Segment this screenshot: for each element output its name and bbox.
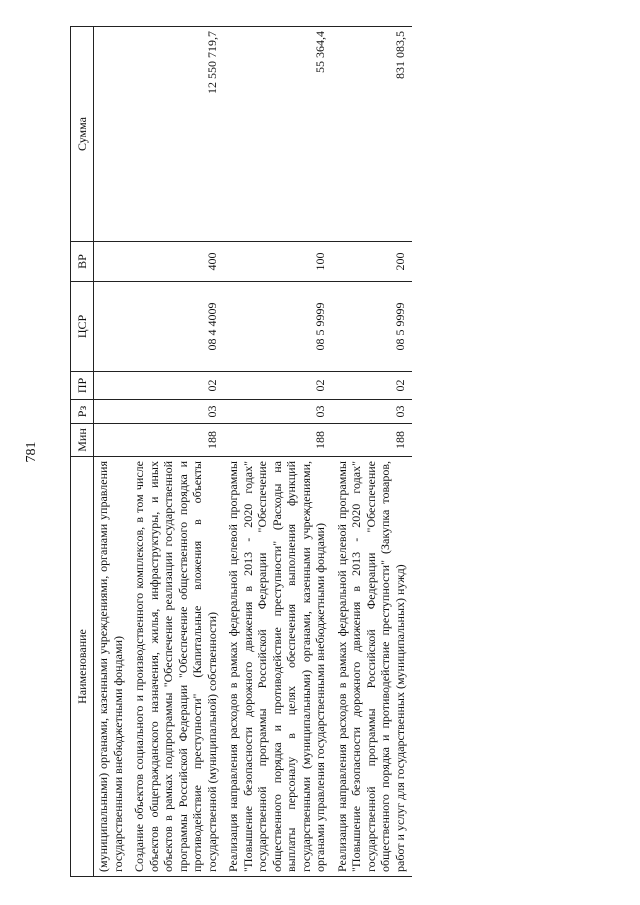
- cell-name: (муниципальными) органами, казенными учреждениями, органами управления государственными внебюджетными фондами): [94, 457, 131, 877]
- cell-rz: 03: [130, 400, 224, 424]
- cell-csr: [94, 282, 131, 372]
- cell-csr: 08 4 4009: [130, 282, 224, 372]
- cell-name: Реализация направления расходов в рамках федеральной целевой программы "Повышение безопасности дорожного движения в 2013 - 2020 годах" государственной программы Российской Федерации "Обеспечение общественного порядка и противодействие преступности" (Закупка товаров, работ и услуг для государственных (муниципальных) нужд): [333, 457, 413, 877]
- cell-pr: 02: [224, 372, 333, 400]
- table-row: [94, 27, 131, 877]
- cell-min: 188: [333, 424, 413, 457]
- cell-min: [94, 424, 131, 457]
- cell-vr: 100: [224, 242, 333, 282]
- column-header-rz: Рз: [71, 400, 94, 424]
- cell-sum: 831 083,5: [333, 27, 413, 242]
- cell-csr: 08 5 9999: [333, 282, 413, 372]
- column-header-name: Наименование: [71, 457, 94, 877]
- cell-pr: 02: [333, 372, 413, 400]
- budget-table: [70, 26, 412, 877]
- cell-rz: 03: [333, 400, 413, 424]
- table-row: [224, 27, 333, 877]
- cell-min: 188: [224, 424, 333, 457]
- table-header-row: [71, 27, 94, 877]
- cell-min: 188: [130, 424, 224, 457]
- cell-rz: [94, 400, 131, 424]
- cell-sum: 55 364,4: [224, 27, 333, 242]
- cell-name: Создание объектов социального и производственного комплексов, в том числе объектов общегражданского назначения, жилья, инфраструктуры, и иных объектов в рамках подпрограммы "Обеспечение реализации государственной программы Российской Федерации "Обеспечение общественного порядка и противодействие преступности" (Капитальные вложения в объекты государственной (муниципальной) собственности): [130, 457, 224, 877]
- cell-csr: 08 5 9999: [224, 282, 333, 372]
- column-header-csr: ЦСР: [71, 282, 94, 372]
- cell-sum: 12 550 719,7: [130, 27, 224, 242]
- cell-name: Реализация направления расходов в рамках федеральной целевой программы "Повышение безопасности дорожного движения в 2013 - 2020 годах" государственной программы Российской Федерации "Обеспечение общественного порядка и противодействие преступности" (Расходы на выплаты персоналу в целях обеспечения выполнения функций государственными (муниципальными) органами, казенными учреждениями, органами управления государственными внебюджетными фондами): [224, 457, 333, 877]
- cell-pr: [94, 372, 131, 400]
- cell-sum: [94, 27, 131, 242]
- rotated-table-container: [70, 27, 570, 877]
- cell-pr: 02: [130, 372, 224, 400]
- column-header-sum: Сумма: [71, 27, 94, 242]
- table-row: [130, 27, 224, 877]
- cell-vr: 400: [130, 242, 224, 282]
- column-header-pr: ПР: [71, 372, 94, 400]
- page-number: 781: [24, 441, 39, 463]
- column-header-vr: ВР: [71, 242, 94, 282]
- cell-rz: 03: [224, 400, 333, 424]
- cell-vr: 200: [333, 242, 413, 282]
- column-header-min: Мин: [71, 424, 94, 457]
- table-row: [333, 27, 413, 877]
- cell-vr: [94, 242, 131, 282]
